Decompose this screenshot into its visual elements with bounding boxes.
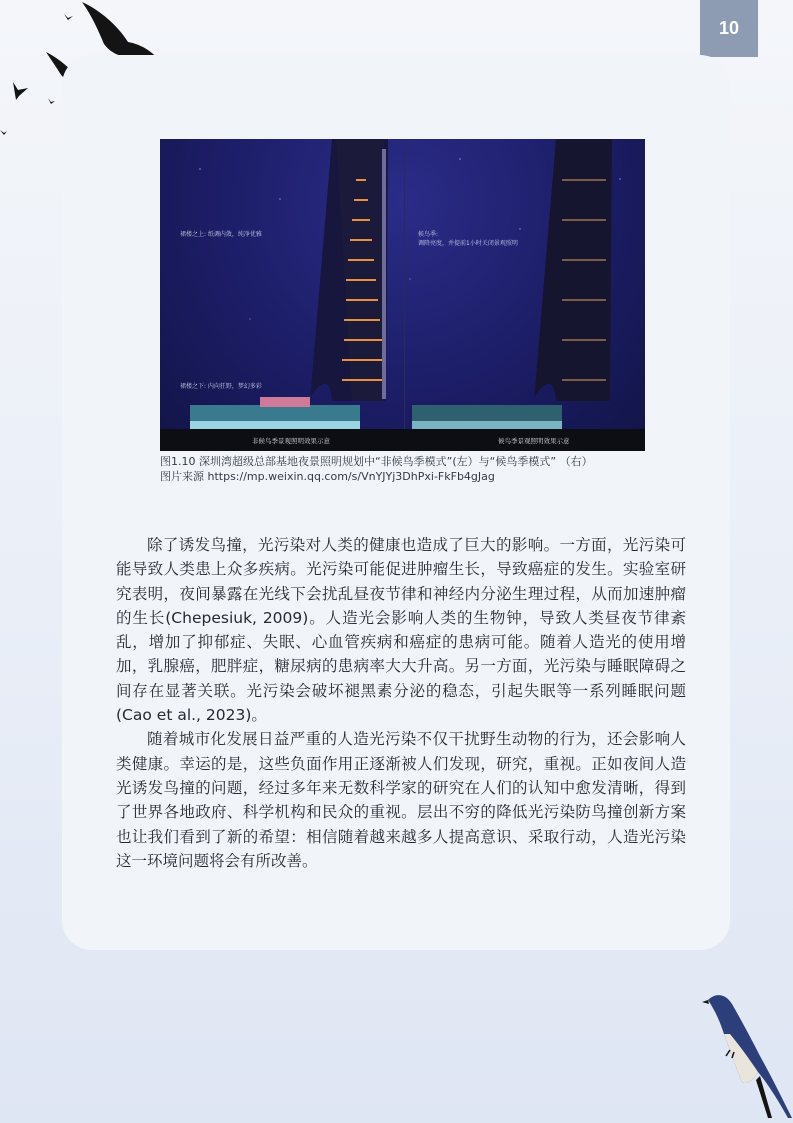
body-text (116, 533, 686, 873)
figure-label-bar (160, 429, 645, 451)
paragraph-2: 随着城市化发展日益严重的人造光污染不仅干扰野生动物的行为，还会影响人类健康。幸运的是，这些负面作用正逐渐被人们发现，研究，重视。正如夜间人造光诱发鸟撞的问题，经过多年来无数科学家的研究在人们的认知中愈发清晰，得到了世界各地政府、科学机构和民众的重视。层出不穷的降低光污染防鸟撞创新方案也让我们看到了新的希望：相信随着越来越多人提高意识、采取行动，人造光污染这一环境问题将会有所改善。 (116, 730, 686, 870)
panel-label-left: 非候鸟季景观照明效果示意 (252, 437, 330, 445)
annotation-right-title: 候鸟季: (418, 231, 439, 238)
figure-caption (160, 454, 593, 484)
annotation-right-body: 调降亮度，并提前1小时关闭景观照明 (418, 240, 518, 247)
annotation-left-lower: 裙楼之下: 内向狂野，梦幻多彩 (180, 383, 262, 390)
skyline-illustration (160, 139, 645, 451)
panel-label-right: 候鸟季景观照明效果示意 (498, 437, 570, 445)
page-number: 10 (700, 0, 758, 57)
caption-title: 图1.10 深圳湾超级总部基地夜景照明规划中“非候鸟季模式”(左）与“候鸟季模式” （右） (160, 455, 593, 468)
lighting-comparison-image (160, 139, 645, 451)
caption-source: 图片来源 https://mp.weixin.qq.com/s/VnYJYj3DhPxi-FkFb4gJag (160, 470, 495, 483)
swallow-icon (700, 990, 793, 1120)
annotation-left-upper: 裙楼之上: 纸调内敛，纯净优雅 (180, 231, 262, 238)
paragraph-1: 除了诱发鸟撞，光污染对人类的健康也造成了巨大的影响。一方面，光污染可能导致人类患上众多疾病。光污染可能促进肿瘤生长，导致癌症的发生。实验室研究表明，夜间暴露在光线下会扰乱昼夜节律和神经内分泌生理过程，从而加速肿瘤的生长(Chepesiuk, 2009)。人造光会影响人类的生物钟，导致人类昼夜节律紊乱，增加了抑郁症、失眠、心血管疾病和癌症的患病可能。随着人造光的使用增加，乳腺癌，肥胖症，糖尿病的患病率大大升高。另一方面，光污染与睡眠障碍之间存在显著关联。光污染会破坏褪黑素分泌的稳态，引起失眠等一系列睡眠问题(Cao et al., 2023)。 (116, 536, 686, 725)
